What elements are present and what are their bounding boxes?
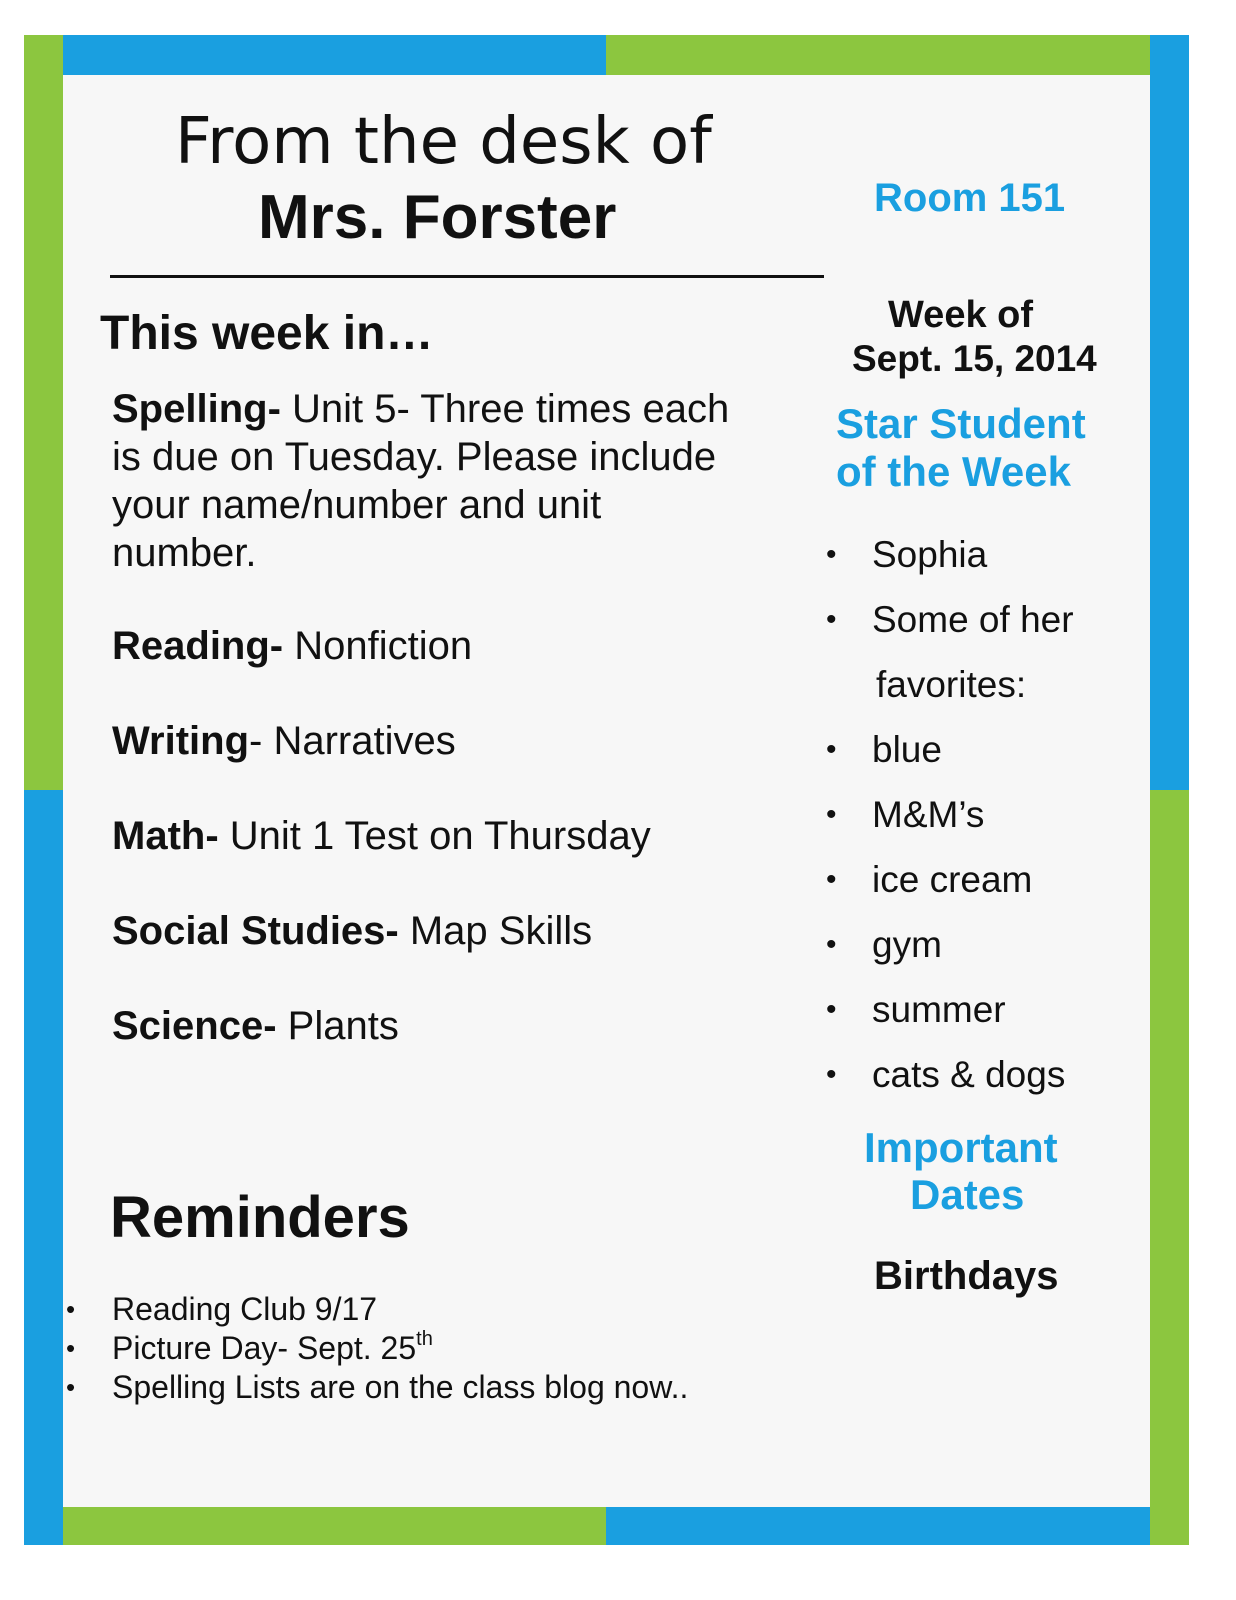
star-item-text: blue	[872, 729, 942, 770]
list-item	[826, 920, 1116, 985]
subject-label: Math-	[112, 814, 219, 858]
list-item	[66, 1329, 688, 1368]
bullet-icon: •	[66, 1294, 76, 1324]
bullet-icon: •	[826, 928, 837, 961]
teacher-name: Mrs. Forster	[258, 183, 617, 252]
subject-reading	[112, 622, 752, 670]
star-item-text: ice cream	[872, 859, 1033, 900]
header-divider	[110, 275, 824, 278]
subject-text: Nonfiction	[283, 624, 473, 668]
subject-text: Plants	[276, 1004, 399, 1048]
star-student-title: Star Student	[836, 400, 1086, 447]
border-left-green	[24, 35, 63, 790]
list-item	[826, 855, 1116, 920]
border-bottom-blue	[606, 1507, 1150, 1545]
border-top-blue	[63, 35, 606, 75]
star-item-text: M&M’s	[872, 794, 985, 835]
reminder-text: - Sept. 25	[277, 1330, 417, 1366]
this-week-title: This week in…	[100, 307, 434, 360]
star-item-text: cats & dogs	[872, 1054, 1066, 1095]
bullet-icon: •	[826, 863, 837, 896]
subject-text: Unit 5- Three times each is due on Tuesday. Please include your name/number and unit number.	[112, 387, 730, 575]
week-date: Sept. 15, 2014	[852, 338, 1097, 379]
star-item-text: summer	[872, 989, 1006, 1030]
reminders-list	[66, 1290, 688, 1407]
important-dates-title: Important	[864, 1124, 1058, 1171]
list-item	[826, 985, 1116, 1050]
subject-science	[112, 1002, 752, 1050]
bullet-icon: •	[826, 733, 837, 766]
subject-text: Map Skills	[398, 909, 593, 953]
reminder-text: Picture Day	[112, 1330, 278, 1366]
border-top-green	[606, 35, 1150, 75]
subject-text: Unit 1 Test on Thursday	[218, 814, 651, 858]
list-item	[826, 595, 1116, 660]
subject-spelling	[112, 385, 752, 577]
star-student-title-line2: of the Week	[836, 448, 1071, 495]
bullet-icon: •	[826, 538, 837, 571]
star-item-text: Sophia	[872, 534, 988, 575]
star-item-text: gym	[872, 924, 942, 965]
list-item	[66, 1368, 688, 1407]
bullet-icon: •	[66, 1333, 76, 1363]
subject-writing	[112, 717, 752, 765]
list-item	[826, 1050, 1116, 1115]
subject-label: Social Studies-	[112, 909, 399, 953]
list-item	[826, 790, 1116, 855]
room-number: Room 151	[874, 176, 1066, 220]
star-item-text: favorites:	[876, 664, 1027, 705]
subject-social-studies	[112, 907, 752, 955]
reminder-text: Spelling Lists are on the class blog now..	[112, 1369, 689, 1405]
bullet-icon: •	[826, 603, 837, 636]
star-item-text: Some of her	[872, 599, 1074, 640]
reminder-superscript: th	[416, 1328, 433, 1350]
list-item	[826, 725, 1116, 790]
reminder-text: Reading Club 9/17	[112, 1291, 378, 1327]
border-right-blue	[1150, 35, 1189, 790]
subject-label: Writing	[112, 719, 250, 763]
border-right-green	[1150, 790, 1189, 1545]
bullet-icon: •	[66, 1372, 76, 1402]
border-bottom-green	[63, 1507, 606, 1545]
from-desk-line: From the desk of	[175, 105, 712, 179]
subject-label: Spelling-	[112, 387, 281, 431]
list-item	[826, 660, 1116, 725]
subject-text: - Narratives	[249, 719, 456, 763]
star-student-list	[826, 530, 1116, 1115]
week-of-label: Week of	[888, 294, 1034, 336]
subject-label: Science-	[112, 1004, 277, 1048]
list-item	[826, 530, 1116, 595]
birthdays-label: Birthdays	[874, 1254, 1059, 1298]
subject-label: Reading-	[112, 624, 284, 668]
subject-math	[112, 812, 752, 860]
reminders-title: Reminders	[110, 1185, 410, 1250]
bullet-icon: •	[826, 1058, 837, 1091]
important-dates-title-line2: Dates	[910, 1171, 1025, 1218]
bullet-icon: •	[826, 993, 837, 1026]
border-left-blue	[24, 790, 63, 1545]
list-item	[66, 1290, 688, 1329]
bullet-icon: •	[826, 798, 837, 831]
